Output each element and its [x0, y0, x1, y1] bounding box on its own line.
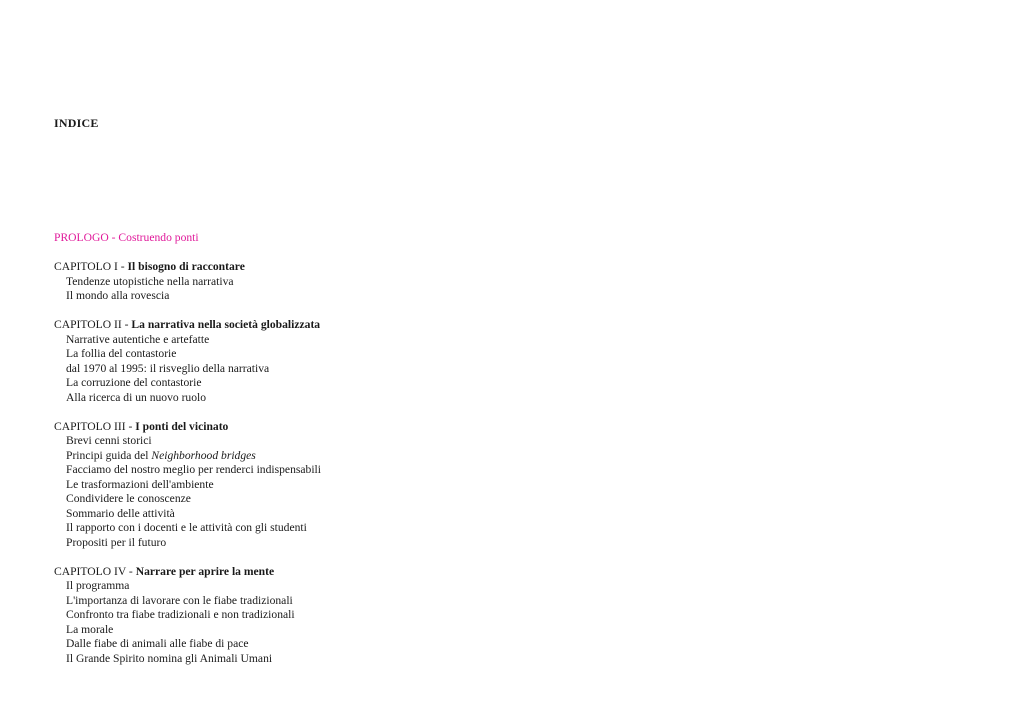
- chapter-3-item: Sommario delle attività: [66, 506, 175, 520]
- spacer: [54, 405, 321, 420]
- chapter-4-item: Il Grande Spirito nomina gli Animali Umani: [66, 651, 273, 665]
- chapter-3-item: Il rapporto con i docenti e le attività con gli studenti: [66, 521, 307, 534]
- chapter-3-item: Facciamo del nostro meglio per renderci indispensabili: [66, 463, 321, 476]
- chapter-1-label: CAPITOLO I -: [54, 260, 128, 273]
- chapter-1-title: Il bisogno di raccontare: [127, 260, 245, 273]
- chapter-3-item-italic: Neighborhood bridges: [151, 448, 256, 462]
- chapter-4-item: Il programma: [66, 579, 130, 592]
- chapter-4-item: Dalle fiabe di animali alle fiabe di pace: [66, 637, 249, 650]
- chapter-4-label: CAPITOLO IV -: [54, 564, 136, 578]
- chapter-3-title: I ponti del vicinato: [135, 419, 229, 433]
- chapter-2-item: La corruzione del contastorie: [66, 376, 202, 389]
- chapter-2-item: La follia del contastorie: [66, 347, 177, 360]
- chapter-4-item: L'importanza di lavorare con le fiabe tradizionali: [66, 593, 293, 607]
- spacer: [54, 304, 321, 319]
- chapter-3-item: Condividere le conoscenze: [66, 492, 191, 505]
- prologue-entry: PROLOGO - Costruendo ponti: [54, 231, 199, 244]
- chapter-2-item: Alla ricerca di un nuovo ruolo: [66, 390, 207, 404]
- chapter-3-item: Le trasformazioni dell'ambiente: [66, 477, 214, 491]
- chapter-4-heading: [54, 565, 321, 580]
- chapter-4-title: Narrare per aprire la mente: [135, 564, 275, 578]
- chapter-3-item: Brevi cenni storici: [66, 434, 152, 447]
- chapter-2-label: CAPITOLO II -: [54, 318, 132, 331]
- chapter-3-label: CAPITOLO III -: [54, 419, 136, 433]
- chapter-1-item: Il mondo alla rovescia: [66, 289, 170, 302]
- spacer: [54, 246, 321, 261]
- chapter-1-heading: [54, 260, 321, 275]
- chapter-4-item: Confronto tra fiabe tradizionali e non tradizionali: [66, 608, 295, 621]
- chapter-2-item: dal 1970 al 1995: il risveglio della narrativa: [66, 361, 270, 375]
- chapter-2-item: Narrative autentiche e artefatte: [66, 332, 210, 346]
- chapter-2-heading: [54, 318, 321, 333]
- index-heading: INDICE: [54, 116, 99, 130]
- spacer: [54, 550, 321, 565]
- chapter-4-item: La morale: [66, 622, 114, 636]
- chapter-3-item: [54, 449, 321, 464]
- chapter-1-item: Tendenze utopistiche nella narrativa: [66, 274, 234, 288]
- table-of-contents: [54, 231, 321, 666]
- chapter-2-title: La narrativa nella società globalizzata: [131, 318, 321, 331]
- chapter-3-item: Propositi per il futuro: [66, 535, 167, 549]
- chapter-3-heading: [54, 420, 321, 435]
- chapter-3-item-text: Principi guida del: [66, 448, 152, 462]
